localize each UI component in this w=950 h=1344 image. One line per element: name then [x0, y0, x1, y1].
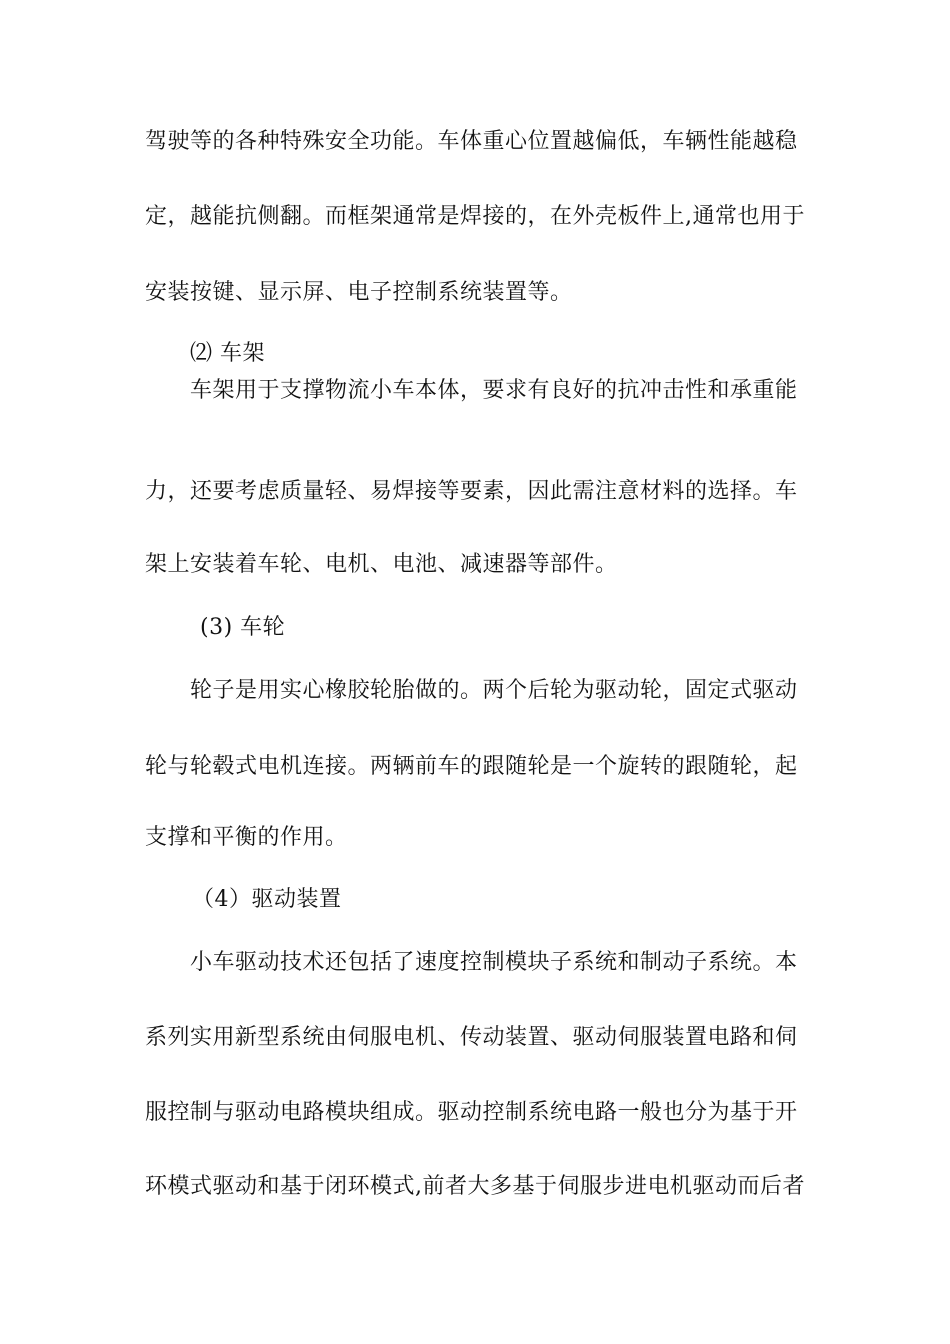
paragraph-line: 轮子是用实心橡胶轮胎做的。两个后轮为驱动轮，固定式驱动	[190, 678, 798, 703]
paragraph-line: 力，还要考虑质量轻、易焊接等要素，因此需注意材料的选择。车	[145, 479, 798, 504]
section-heading-frame: ⑵ 车架	[190, 341, 265, 366]
paragraph-line: 安装按键、显示屏、电子控制系统装置等。	[145, 280, 573, 305]
paragraph-line: 架上安装着车轮、电机、电池、减速器等部件。	[145, 552, 618, 577]
paragraph-line: 支撑和平衡的作用。	[145, 825, 348, 850]
paragraph-line: 定，越能抗侧翻。而框架通常是焊接的，在外壳板件上,通常也用于	[145, 204, 805, 229]
paragraph-line: 系列实用新型系统由伺服电机、传动装置、驱动伺服装置电路和伺	[145, 1025, 798, 1050]
paragraph-line: 车架用于支撑物流小车本体，要求有良好的抗冲击性和承重能	[190, 378, 798, 403]
paragraph-line: 驾驶等的各种特殊安全功能。车体重心位置越偏低，车辆性能越稳	[145, 129, 798, 154]
paragraph-line: 环模式驱动和基于闭环模式,前者大多基于伺服步进电机驱动而后者	[145, 1174, 805, 1199]
paragraph-line: 服控制与驱动电路模块组成。驱动控制系统电路一般也分为基于开	[145, 1100, 798, 1125]
section-heading-wheels: (3) 车轮	[200, 615, 286, 640]
paragraph-line: 小车驱动技术还包括了速度控制模块子系统和制动子系统。本	[190, 950, 798, 975]
paragraph-line: 轮与轮毂式电机连接。两辆前车的跟随轮是一个旋转的跟随轮，起	[145, 754, 798, 779]
section-heading-drive: （4）驱动装置	[192, 887, 342, 912]
